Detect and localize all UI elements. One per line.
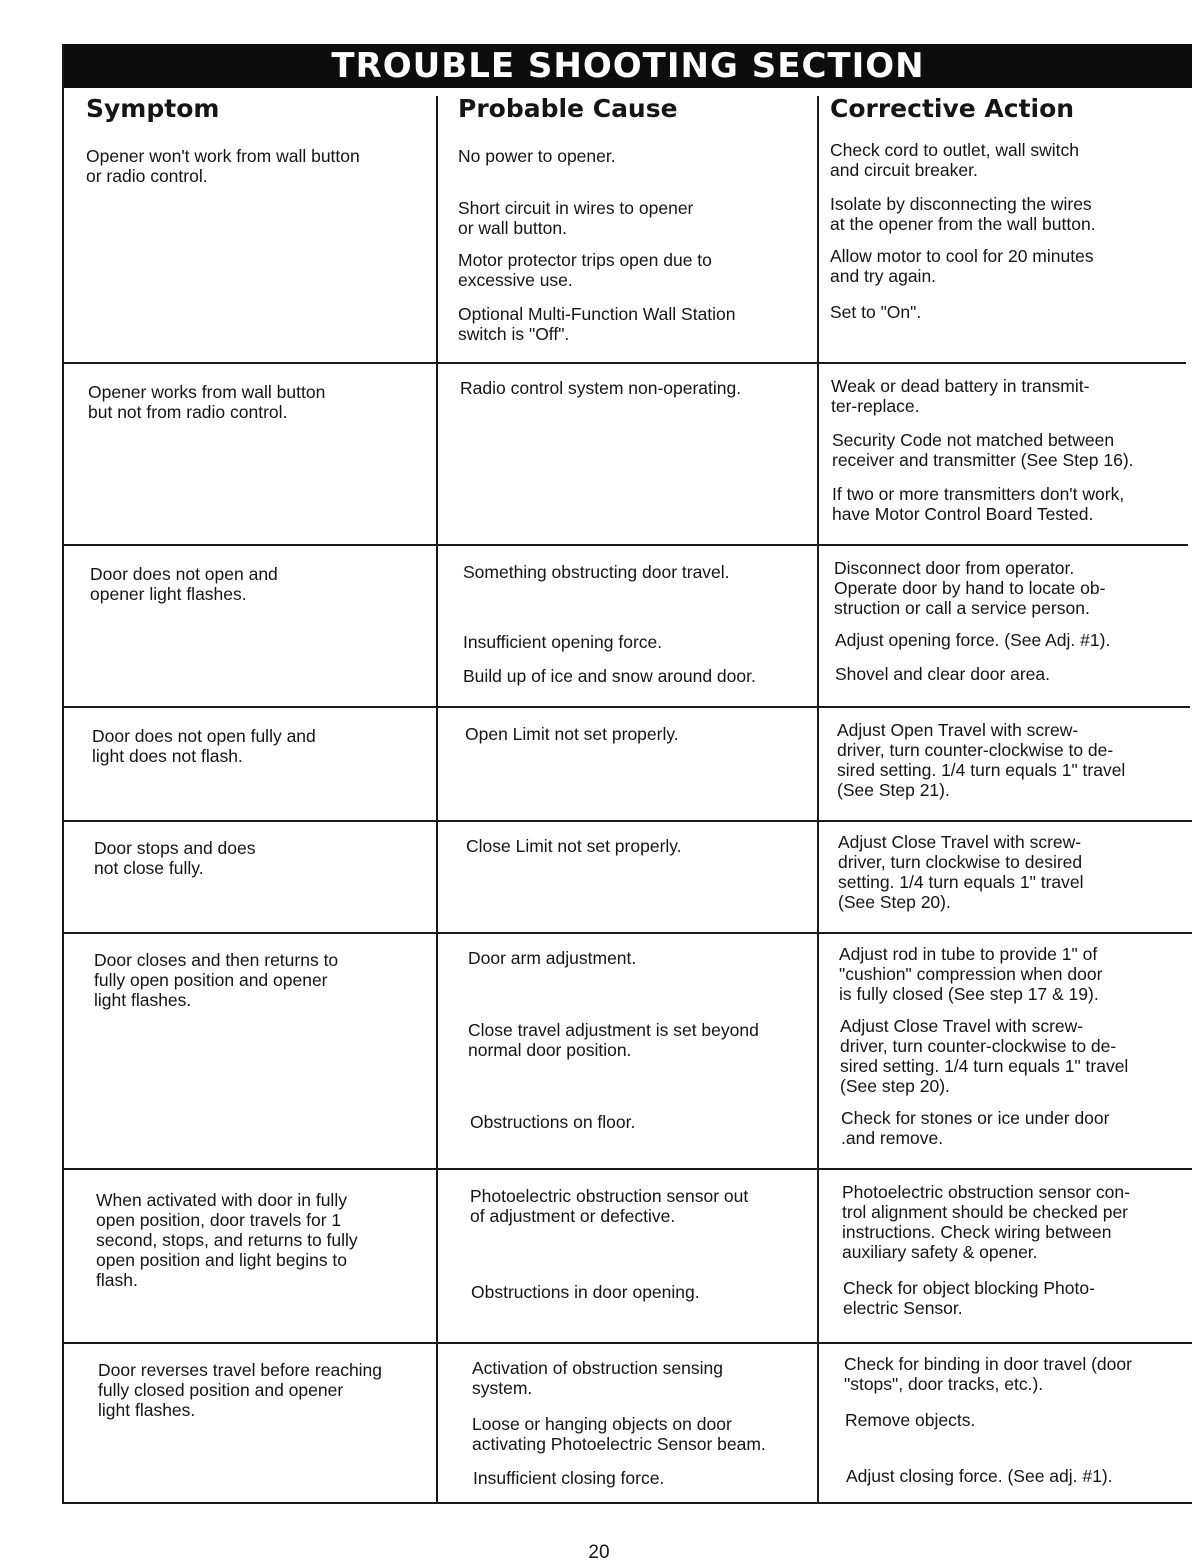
cause-text: Obstructions on floor. xyxy=(470,1112,636,1132)
action-item xyxy=(844,1354,1132,1394)
row-separator xyxy=(64,1168,1192,1170)
action-text: Photoelectric obstruction sensor con- trol alignment should be checked per instructions. Check wiring between auxiliary safety & opener. xyxy=(842,1182,1130,1262)
cause-text: Optional Multi-Function Wall Station switch is "Off". xyxy=(458,304,736,344)
action-text: Check for object blocking Photo- electric Sensor. xyxy=(843,1278,1095,1318)
action-item xyxy=(831,376,1089,416)
action-text: Shovel and clear door area. xyxy=(835,664,1050,684)
action-item xyxy=(832,484,1124,524)
action-item xyxy=(845,1410,975,1430)
troubleshooting-table xyxy=(62,44,1192,1504)
row-separator xyxy=(64,1342,1192,1344)
cause-item xyxy=(458,250,712,290)
action-text: Adjust Open Travel with screw- driver, turn counter-clockwise to de- sired setting. 1/4 turn equals 1" travel (See Step 21). xyxy=(837,720,1126,800)
action-text: Allow motor to cool for 20 minutes and try again. xyxy=(830,246,1094,286)
cause-text: Insufficient closing force. xyxy=(473,1468,665,1488)
cause-text: Insufficient opening force. xyxy=(463,632,663,652)
action-text: Remove objects. xyxy=(845,1410,976,1430)
header-corrective-action: Corrective Action xyxy=(830,94,1075,123)
action-text: If two or more transmitters don't work, have Motor Control Board Tested. xyxy=(832,484,1125,524)
symptom-cell xyxy=(96,1190,358,1290)
action-item xyxy=(840,1016,1128,1096)
cause-text: Motor protector trips open due to excessive use. xyxy=(458,250,712,290)
column-divider xyxy=(817,96,819,1502)
symptom-cell xyxy=(98,1360,382,1420)
action-text: Adjust Close Travel with screw- driver, turn clockwise to desired setting. 1/4 turn equals 1" travel (See Step 20). xyxy=(838,832,1084,912)
row-separator xyxy=(64,544,1188,546)
action-item xyxy=(839,944,1102,1004)
action-item xyxy=(837,720,1125,800)
cause-item xyxy=(466,836,682,856)
cause-text: Door arm adjustment. xyxy=(468,948,637,968)
symptom-cell xyxy=(86,146,360,186)
symptom-text: Door does not open fully and light does not flash. xyxy=(92,726,316,766)
cause-item xyxy=(460,378,741,398)
action-item xyxy=(834,558,1105,618)
cause-item xyxy=(458,146,616,166)
cause-item xyxy=(468,1020,759,1060)
row-separator xyxy=(64,932,1192,934)
cause-item xyxy=(463,666,756,686)
cause-item xyxy=(468,948,636,968)
action-item xyxy=(830,140,1079,180)
cause-text: Something obstructing door travel. xyxy=(463,562,730,582)
row-separator xyxy=(64,362,1186,364)
cause-item xyxy=(458,304,736,344)
cause-text: Build up of ice and snow around door. xyxy=(463,666,756,686)
cause-item xyxy=(465,724,679,744)
action-item xyxy=(835,664,1050,684)
cause-text: Activation of obstruction sensing system. xyxy=(472,1358,723,1398)
cause-text: Open Limit not set properly. xyxy=(465,724,679,744)
action-text: Check for stones or ice under door .and remove. xyxy=(841,1108,1110,1148)
action-text: Adjust Close Travel with screw- driver, turn counter-clockwise to de- sired setting. 1/4 turn equals 1" travel (See step 20). xyxy=(840,1016,1129,1096)
header-probable-cause: Probable Cause xyxy=(458,94,678,123)
cause-item xyxy=(470,1186,748,1226)
page-number: 20 xyxy=(588,1542,610,1563)
cause-item xyxy=(463,632,662,652)
cause-item xyxy=(472,1414,766,1454)
cause-item xyxy=(470,1112,635,1132)
cause-item xyxy=(463,562,730,582)
action-text: Security Code not matched between receiver and transmitter (See Step 16). xyxy=(832,430,1134,470)
symptom-text: Door closes and then returns to fully open position and opener light flashes. xyxy=(94,950,339,1010)
symptom-text: Door reverses travel before reaching fully closed position and opener light flashes. xyxy=(98,1360,383,1420)
header-symptom: Symptom xyxy=(86,94,220,123)
cause-text: Photoelectric obstruction sensor out of adjustment or defective. xyxy=(470,1186,749,1226)
action-text: Check for binding in door travel (door "stops", door tracks, etc.). xyxy=(844,1354,1132,1394)
action-item xyxy=(838,832,1084,912)
action-text: Adjust opening force. (See Adj. #1). xyxy=(835,630,1111,650)
action-item xyxy=(830,194,1096,234)
action-item xyxy=(830,302,921,322)
row-separator xyxy=(64,820,1192,822)
action-item xyxy=(830,246,1094,286)
cause-item xyxy=(472,1358,723,1398)
symptom-text: When activated with door in fully open position, door travels for 1 second, stops, and returns to fully open position and light begins to flash. xyxy=(96,1190,358,1290)
symptom-cell xyxy=(94,950,338,1010)
column-divider xyxy=(436,96,438,1502)
action-item xyxy=(843,1278,1095,1318)
symptom-cell xyxy=(94,838,256,878)
action-item xyxy=(841,1108,1109,1148)
symptom-text: Door stops and does not close fully. xyxy=(94,838,256,878)
action-item xyxy=(842,1182,1130,1262)
symptom-cell xyxy=(92,726,316,766)
action-text: Adjust rod in tube to provide 1" of "cushion" compression when door is fully closed (See step 17 & 19). xyxy=(839,944,1103,1004)
cause-text: Radio control system non-operating. xyxy=(460,378,742,398)
cause-text: Close Limit not set properly. xyxy=(466,836,682,856)
action-text: Weak or dead battery in transmit- ter-replace. xyxy=(831,376,1090,416)
cause-text: Obstructions in door opening. xyxy=(471,1282,700,1302)
action-text: Disconnect door from operator. Operate door by hand to locate ob- struction or call a service person. xyxy=(834,558,1106,618)
action-item xyxy=(835,630,1110,650)
cause-item xyxy=(458,198,693,238)
action-item xyxy=(832,430,1134,470)
symptom-text: Opener won't work from wall button or radio control. xyxy=(86,146,360,186)
cause-text: Short circuit in wires to opener or wall button. xyxy=(458,198,694,238)
symptom-text: Opener works from wall button but not from radio control. xyxy=(88,382,326,422)
action-text: Check cord to outlet, wall switch and circuit breaker. xyxy=(830,140,1079,180)
action-text: Isolate by disconnecting the wires at the opener from the wall button. xyxy=(830,194,1096,234)
cause-text: Loose or hanging objects on door activating Photoelectric Sensor beam. xyxy=(472,1414,766,1454)
cause-item xyxy=(471,1282,700,1302)
action-text: Adjust closing force. (See adj. #1). xyxy=(846,1466,1113,1486)
action-item xyxy=(846,1466,1113,1486)
cause-text: No power to opener. xyxy=(458,146,616,166)
symptom-cell xyxy=(88,382,325,422)
row-separator xyxy=(64,706,1190,708)
table-header xyxy=(64,88,1192,136)
cause-item xyxy=(473,1468,664,1488)
action-text: Set to "On". xyxy=(830,302,922,322)
section-title: TROUBLE SHOOTING SECTION xyxy=(64,44,1192,88)
cause-text: Close travel adjustment is set beyond normal door position. xyxy=(468,1020,759,1060)
symptom-cell xyxy=(90,564,278,604)
symptom-text: Door does not open and opener light flashes. xyxy=(90,564,278,604)
